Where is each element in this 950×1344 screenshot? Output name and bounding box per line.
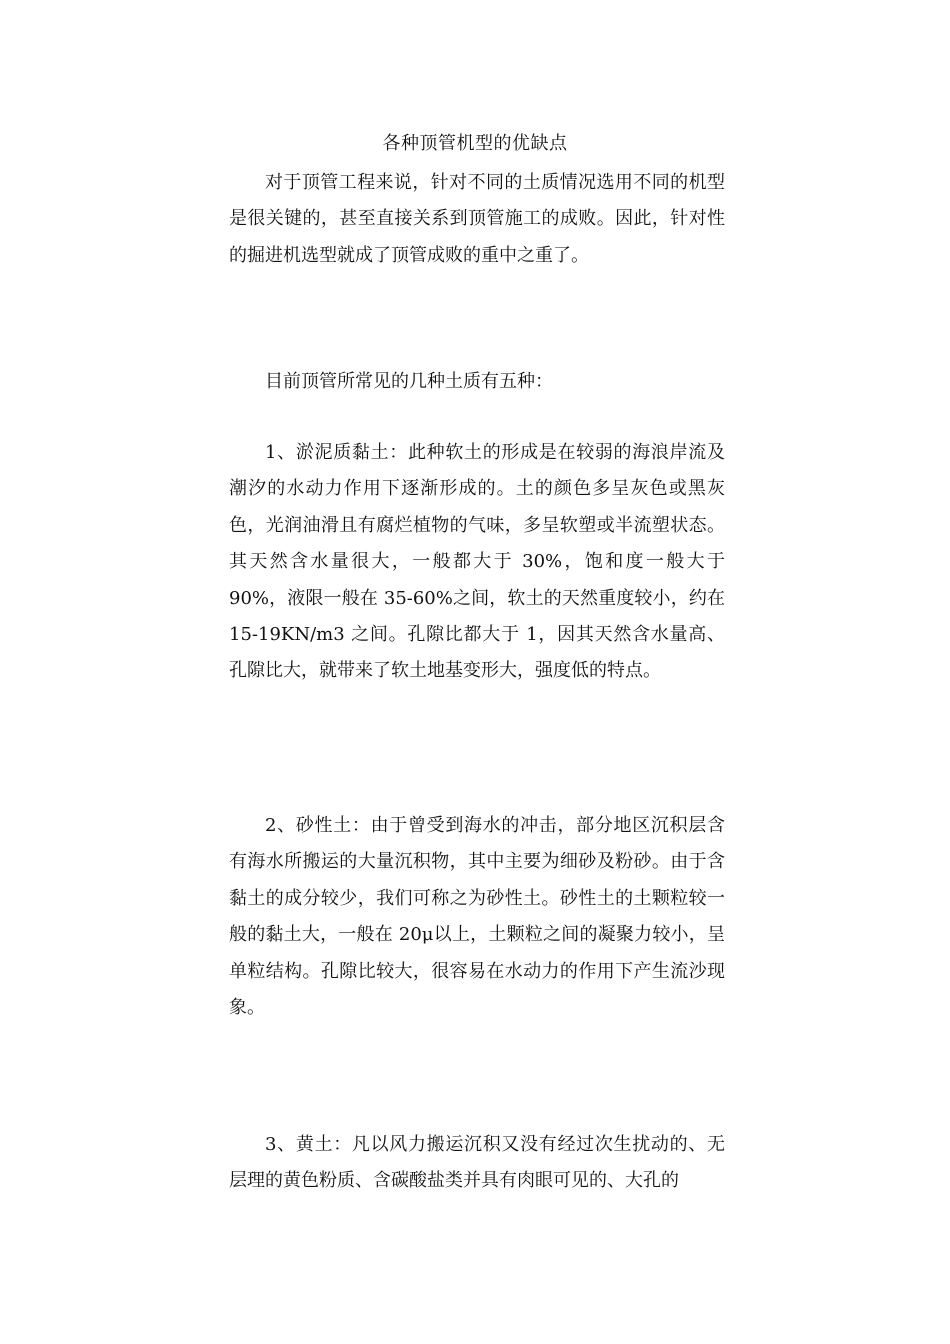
paragraph-loess: 3、黄土：凡以风力搬运沉积又没有经过次生扰动的、无层理的黄色粉质、含碳酸盐类并具有肉眼可见的、大孔的: [229, 1134, 725, 1192]
paragraph-soil-types: 目前顶管所常见的几种土质有五种：: [265, 371, 553, 392]
paragraph-intro: 对于顶管工程来说，针对不同的土质情况选用不同的机型是很关键的，甚至直接关系到顶管施工的成败。因此，针对性的掘进机选型就成了顶管成败的重中之重了。: [229, 172, 725, 266]
paragraph-sandy-soil: 2、砂性土：由于曾受到海水的冲击，部分地区沉积层含有海水所搬运的大量沉积物，其中主要为细砂及粉砂。由于含黏土的成分较少，我们可称之为砂性土。砂性土的土颗粒较一般的黏土大，一般在 20μ以上，土颗粒之间的凝聚力较小，呈单粒结构。孔隙比较大，很容易在水动力的作用下产生流沙现象。: [229, 815, 725, 1019]
paragraph-silty-clay: 1、淤泥质黏土：此种软土的形成是在较弱的海浪岸流及潮汐的水动力作用下逐渐形成的。土的颜色多呈灰色或黑灰色，光润油滑且有腐烂植物的气味，多呈软塑或半流塑状态。其天然含水量很大，一般都大于 30%，饱和度一般大于 90%，液限一般在 35-60%之间，软土的天然重度较小，约在 15-19KN/m3 之间。孔隙比都大于 1，因其天然含水量高、孔隙比大，就带来了软土地基变形大，强度低的特点。: [229, 442, 725, 682]
document-title: 各种顶管机型的优缺点: [382, 133, 568, 154]
